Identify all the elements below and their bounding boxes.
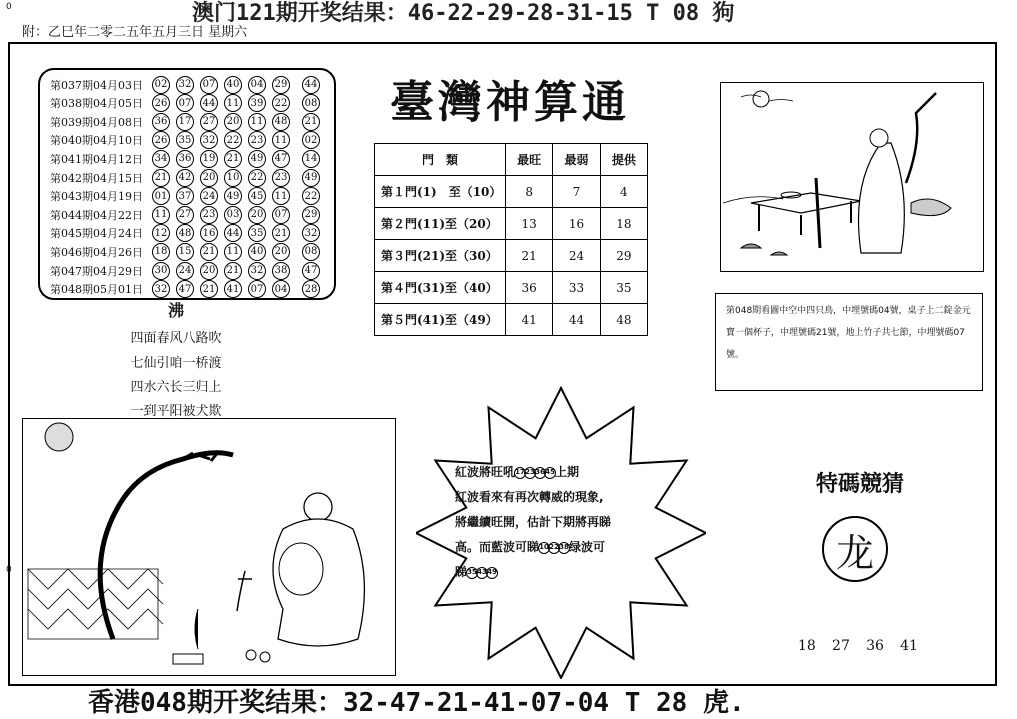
burst-green-numbers [467,565,497,579]
burst-number: 49 [486,567,498,579]
history-number: 23 [248,131,266,149]
burst-line-1 [455,460,675,485]
special-number: 41 [900,638,918,654]
gates-row [375,240,648,272]
history-number: 36 [176,150,194,168]
scholar-drawing [721,83,983,271]
gate-coldest: 44 [553,304,600,336]
burst-line-1-b: 上期 [555,465,580,479]
hongkong-result-banner: 香港048期开奖结果：32-47-21-41-07-04 T 28 虎. [88,688,745,718]
history-row [50,242,326,261]
history-number: 32 [176,76,194,94]
poem-title: 沸 [167,301,184,320]
gate-offer: 48 [600,304,647,336]
zodiac-circle [822,516,888,582]
burst-line-4-b: 绿波可 [569,540,606,554]
history-number: 27 [176,206,194,224]
history-number: 29 [302,206,320,224]
history-issue-label: 第044期04月22日 [50,208,143,222]
gates-row [375,208,648,240]
gate-offer: 29 [600,240,647,272]
gate-offer: 18 [600,208,647,240]
history-number: 15 [176,243,194,261]
history-number: 32 [302,224,320,242]
history-row [50,205,326,224]
history-number: 32 [200,131,218,149]
history-number: 08 [302,243,320,261]
gates-table [374,143,648,336]
corner-mark: 0 [6,2,12,12]
history-number: 11 [248,113,266,131]
history-number: 22 [248,169,266,187]
history-number: 07 [200,76,218,94]
history-row [50,224,326,243]
history-number: 21 [224,262,242,280]
history-issue-label: 第037期04月03日 [50,78,143,92]
gates-row [375,304,648,336]
gate-name: 第４門(31)至（40） [375,272,506,304]
history-number: 16 [200,224,218,242]
burst-line-5-a: 睇 [455,565,468,579]
header-coldest: 最弱 [553,144,600,176]
history-number: 20 [272,243,290,261]
gate-coldest: 24 [553,240,600,272]
monk-illustration [22,418,396,676]
history-number: 47 [302,262,320,280]
history-number: 32 [248,262,266,280]
history-number: 08 [302,94,320,112]
history-number: 48 [176,224,194,242]
history-row [50,131,326,150]
history-number: 07 [272,206,290,224]
gate-hottest: 13 [506,208,553,240]
history-number: 39 [248,94,266,112]
history-row [50,261,326,280]
history-number: 11 [272,187,290,205]
history-row [50,112,326,131]
side-mark: 0 [6,565,12,575]
burst-line-2: 紅波看來有再次轉威的現象, [455,490,604,504]
history-number: 21 [302,113,320,131]
history-number: 40 [248,243,266,261]
burst-number: 23 [524,467,536,479]
history-number: 21 [200,280,218,298]
history-number: 02 [302,131,320,149]
history-number: 21 [200,243,218,261]
history-number: 04 [248,76,266,94]
main-title: 臺灣神算通 [390,77,630,128]
gate-hottest: 21 [506,240,553,272]
history-number: 26 [152,131,170,149]
history-number: 17 [176,113,194,131]
history-number: 20 [200,262,218,280]
special-number: 27 [832,638,850,654]
history-number: 47 [272,150,290,168]
burst-line-4-a: 高。而藍波可睇 [455,540,540,554]
history-number: 23 [200,206,218,224]
history-row [50,94,326,113]
history-number: 11 [224,94,242,112]
burst-number: 43 [476,567,488,579]
gate-name: 第２門(11)至（20） [375,208,506,240]
history-number: 12 [152,224,170,242]
history-number: 47 [176,280,194,298]
history-number: 49 [248,150,266,168]
history-number: 48 [272,113,290,131]
history-number: 44 [224,224,242,242]
burst-number: 45 [544,467,556,479]
history-number: 22 [302,187,320,205]
history-number: 36 [152,113,170,131]
history-number: 11 [152,206,170,224]
history-number: 02 [152,76,170,94]
special-title: 特碼競猜 [815,471,904,497]
header-hottest: 最旺 [506,144,553,176]
burst-line-1-a: 紅波將旺吼 [455,465,516,479]
poem-line-1: 四面春风八路吹 [130,331,222,346]
history-number: 10 [224,169,242,187]
history-number: 32 [152,280,170,298]
burst-number: 38 [558,542,570,554]
burst-number: 22 [548,542,560,554]
history-number: 11 [224,243,242,261]
history-number: 42 [176,169,194,187]
history-issue-label: 第046期04月26日 [50,245,143,259]
history-number: 07 [248,280,266,298]
poem-line-4: 一到平阳被犬欺 [130,404,222,419]
history-number: 30 [152,262,170,280]
history-issue-label: 第048期05月01日 [50,283,143,297]
history-number: 19 [200,150,218,168]
special-number: 18 [798,638,816,654]
history-number: 22 [272,94,290,112]
history-number: 29 [272,76,290,94]
burst-blue-numbers [539,540,569,554]
history-issue-label: 第047期04月29日 [50,264,143,278]
history-number: 41 [224,280,242,298]
gates-row [375,176,648,208]
history-number: 14 [302,150,320,168]
history-issue-label: 第042期04月15日 [50,171,143,185]
special-number: 36 [866,638,884,654]
gate-coldest: 16 [553,208,600,240]
history-number: 21 [152,169,170,187]
history-number: 21 [272,224,290,242]
history-number: 34 [152,150,170,168]
gate-offer: 4 [600,176,647,208]
history-issue-label: 第041期04月12日 [50,152,143,166]
history-row [50,187,326,206]
special-numbers [798,638,918,654]
history-number: 49 [224,187,242,205]
burst-line-5 [455,560,675,585]
burst-line-3: 將繼續旺開，估計下期將再睇 [455,515,612,529]
history-issue-label: 第043期04月19日 [50,190,143,204]
history-row [50,75,326,94]
burst-number: 36 [534,467,546,479]
burst-text [455,460,675,585]
history-number: 21 [224,150,242,168]
history-row [50,168,326,187]
date-line: 附：乙巳年二零二五年五月三日 星期六 [22,25,248,40]
gate-hottest: 36 [506,272,553,304]
burst-number: 17 [514,467,526,479]
history-number: 11 [272,131,290,149]
history-number: 28 [302,280,320,298]
history-number: 45 [248,187,266,205]
history-number: 23 [272,169,290,187]
gate-coldest: 7 [553,176,600,208]
history-number: 07 [176,94,194,112]
history-number: 20 [248,206,266,224]
scholar-illustration [720,82,984,272]
header-offer: 提供 [600,144,647,176]
gates-header-row [375,144,648,176]
macau-result-banner: 澳门121期开奖结果：46-22-29-28-31-15 T 08 狗 [192,1,735,26]
history-issue-label: 第038期04月05日 [50,97,143,111]
poem-line-2: 七仙引咱一桥渡 [130,356,222,371]
header-category: 門 類 [375,144,506,176]
gate-coldest: 33 [553,272,600,304]
history-number: 03 [224,206,242,224]
burst-number: 10 [538,542,550,554]
history-number: 20 [224,113,242,131]
history-row [50,280,326,299]
monk-drawing [23,419,395,675]
history-number: 37 [176,187,194,205]
burst-number: 35 [466,567,478,579]
history-issue-label: 第040期04月10日 [50,134,143,148]
gate-offer: 35 [600,272,647,304]
history-number: 35 [248,224,266,242]
poem-line-3: 四水六长三归上 [130,380,222,395]
history-number: 38 [272,262,290,280]
history-number: 26 [152,94,170,112]
history-number: 01 [152,187,170,205]
gates-row [375,272,648,304]
history-number: 44 [302,76,320,94]
history-number: 24 [200,187,218,205]
history-number: 40 [224,76,242,94]
history-number: 35 [176,131,194,149]
burst-hot-numbers [515,465,555,479]
history-issue-label: 第045期04月24日 [50,227,143,241]
gate-hottest: 41 [506,304,553,336]
gate-name: 第３門(21)至（30） [375,240,506,272]
gate-name: 第１門(1) 至（10） [375,176,506,208]
history-number: 49 [302,169,320,187]
gate-name: 第５門(41)至（49） [375,304,506,336]
history-number: 27 [200,113,218,131]
history-number: 44 [200,94,218,112]
history-number: 22 [224,131,242,149]
burst-line-4 [455,535,675,560]
history-panel [38,68,336,300]
hint-box: 第048期看圖中空中四只鳥，中埋號碼04號，桌子上二錠金元寶一個杯子，中埋號碼21號，地上竹子共七節，中埋號碼07號。 [715,293,983,391]
history-number: 20 [200,169,218,187]
history-row [50,149,326,168]
history-number: 04 [272,280,290,298]
zodiac-value: 龙 [835,530,874,575]
history-number: 18 [152,243,170,261]
history-number: 24 [176,262,194,280]
gate-hottest: 8 [506,176,553,208]
history-issue-label: 第039期04月08日 [50,115,143,129]
